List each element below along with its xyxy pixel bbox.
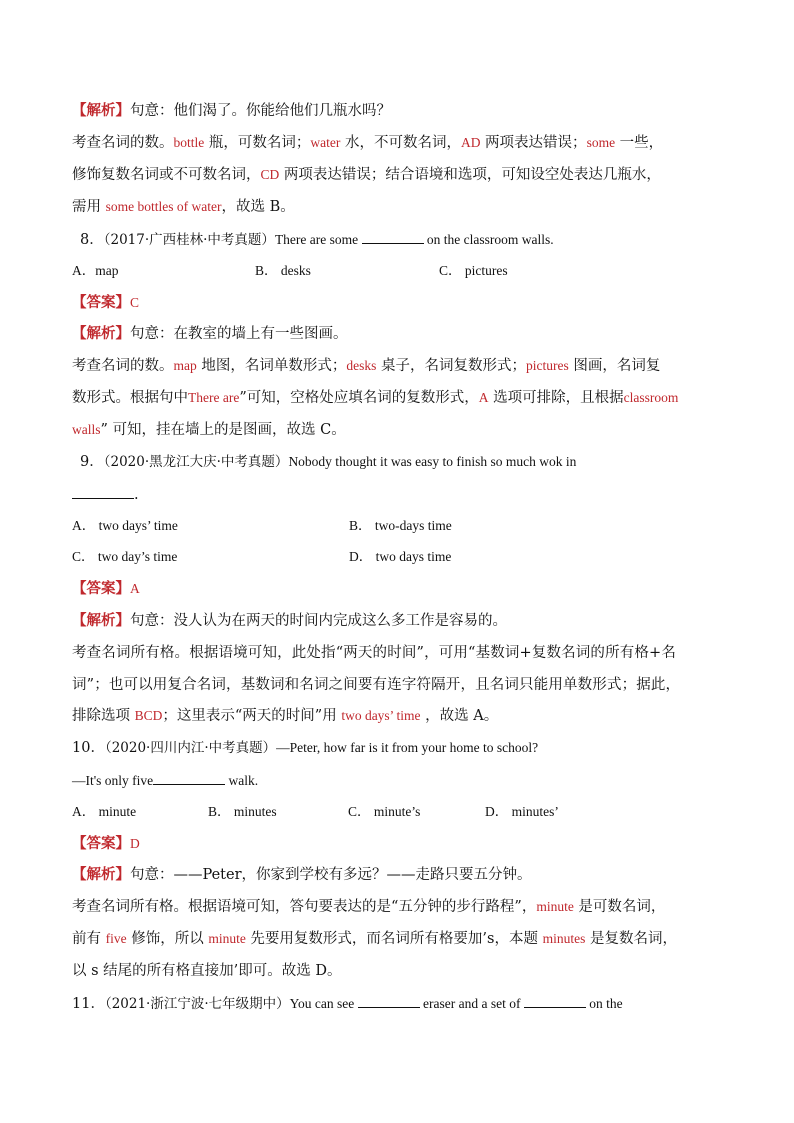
answer-blank[interactable]	[358, 994, 420, 1008]
question-source: （2017·广西桂林·中考真题）	[103, 232, 275, 248]
q9-answer	[72, 580, 720, 598]
answer-value: D	[130, 836, 140, 851]
q10-analysis-line: 以 s 结尾的所有格直接加’即可。故选 D。	[72, 963, 342, 979]
question-number: 9．	[80, 454, 104, 470]
option-d[interactable]: D． minutes’	[485, 804, 559, 819]
analysis-meaning: 句意：——Peter，你家到学校有多远？——走路只要五分钟。	[130, 867, 532, 883]
answer-blank[interactable]	[362, 230, 424, 244]
q10-analysis-line: 考查名词所有格。根据语境可知，答句要表达的是“五分钟的步行路程”，minute 是可数名词，	[72, 899, 666, 915]
q9-analysis-line: 考查名词所有格。根据语境可知，此处指“两天的时间”，可用“基数词+复数名词的所有格+名	[72, 645, 676, 661]
answer-value: C	[130, 295, 140, 310]
option-b[interactable]: B． minutes	[208, 804, 277, 819]
answer-value: A	[130, 581, 140, 596]
q9-analysis-line: 排除选项 BCD；这里表示“两天的时间”用 two days’ time ，故选 A。	[72, 708, 499, 724]
q9-stem: 9．（2020·黑龙江大庆·中考真题）Nobody thought it was easy to finish so much wok in	[80, 454, 577, 470]
option-c[interactable]: C． minute’s	[348, 804, 421, 819]
q7-analysis-line: 需用 some bottles of water，故选 B。	[72, 199, 295, 215]
q8-analysis-header	[72, 325, 720, 343]
analysis-label: 【解析】	[72, 866, 130, 883]
option-a[interactable]: A． two days’ time	[72, 518, 178, 533]
q8-analysis-line: walls” 可知，挂在墙上的是图画，故选 C。	[72, 422, 346, 438]
option-a[interactable]: A．map	[72, 263, 119, 278]
option-b[interactable]: B． desks	[255, 263, 311, 278]
option-c[interactable]: C． pictures	[439, 263, 508, 278]
option-a[interactable]: A． minute	[72, 804, 137, 819]
analysis-meaning: 句意：在教室的墙上有一些图画。	[130, 326, 348, 342]
q10-stem-line2: —It's only five walk.	[72, 773, 259, 788]
option-b[interactable]: B． two-days time	[349, 518, 452, 533]
q8-answer	[72, 294, 720, 312]
option-d[interactable]: D． two days time	[349, 549, 452, 564]
question-source: （2020·四川内江·中考真题）	[104, 740, 277, 756]
analysis-label: 【解析】	[72, 325, 130, 342]
q10-analysis-line: 前有 five 修饰，所以 minute 先要用复数形式，而名词所有格要加’s，本题 minutes 是复数名词，	[72, 931, 677, 947]
q7-analysis-line: 考查名词的数。bottle 瓶，可数名词；water 水，不可数名词，AD 两项表达错误；some 一些，	[72, 135, 664, 151]
analysis-label: 【解析】	[72, 102, 130, 119]
question-source: （2021·浙江宁波·七年级期中）	[104, 996, 290, 1012]
analysis-label: 【解析】	[72, 612, 130, 629]
answer-blank[interactable]	[72, 485, 134, 499]
q10-answer	[72, 835, 720, 853]
answer-label: 【答案】	[72, 580, 130, 597]
q8-stem: 8．（2017·广西桂林·中考真题）There are some on the classroom walls.	[80, 232, 554, 248]
question-number: 8．	[80, 232, 104, 248]
question-source: （2020·黑龙江大庆·中考真题）	[103, 454, 289, 470]
answer-blank[interactable]	[524, 994, 586, 1008]
q7-analysis-line: 修饰复数名词或不可数名词，CD 两项表达错误；结合语境和选项，可知设空处表达几瓶水，	[72, 167, 661, 183]
q8-analysis-line: 考查名词的数。map 地图，名词单数形式；desks 桌子，名词复数形式；pictures 图画，名词复	[72, 358, 661, 374]
analysis-meaning: 句意：没人认为在两天的时间内完成这么多工作是容易的。	[130, 613, 507, 629]
q10-analysis-header	[72, 866, 720, 884]
answer-blank[interactable]	[153, 771, 225, 785]
option-c[interactable]: C． two day’s time	[72, 549, 178, 564]
question-number: 10．	[72, 740, 105, 756]
question-number: 11．	[72, 996, 105, 1012]
q10-stem: 10．（2020·四川内江·中考真题）—Peter, how far is it from your home to school?	[72, 740, 539, 756]
analysis-meaning: 句意：他们渴了。你能给他们几瓶水吗？	[130, 103, 391, 119]
q11-stem: 11．（2021·浙江宁波·七年级期中）You can see eraser and a set of on the	[72, 996, 623, 1012]
q9-analysis-line: 词”；也可以用复合名词，基数词和名词之间要有连字符隔开，且名词只能用单数形式；据此，	[72, 677, 681, 693]
answer-label: 【答案】	[72, 835, 130, 852]
answer-label: 【答案】	[72, 294, 130, 311]
q9-analysis-header	[72, 612, 720, 630]
q8-analysis-line: 数形式。根据句中There are”可知，空格处应填名词的复数形式，A 选项可排除，且根据classroom	[72, 390, 679, 406]
q7-analysis-header	[72, 102, 720, 120]
q9-stem-cont: .	[72, 485, 720, 504]
